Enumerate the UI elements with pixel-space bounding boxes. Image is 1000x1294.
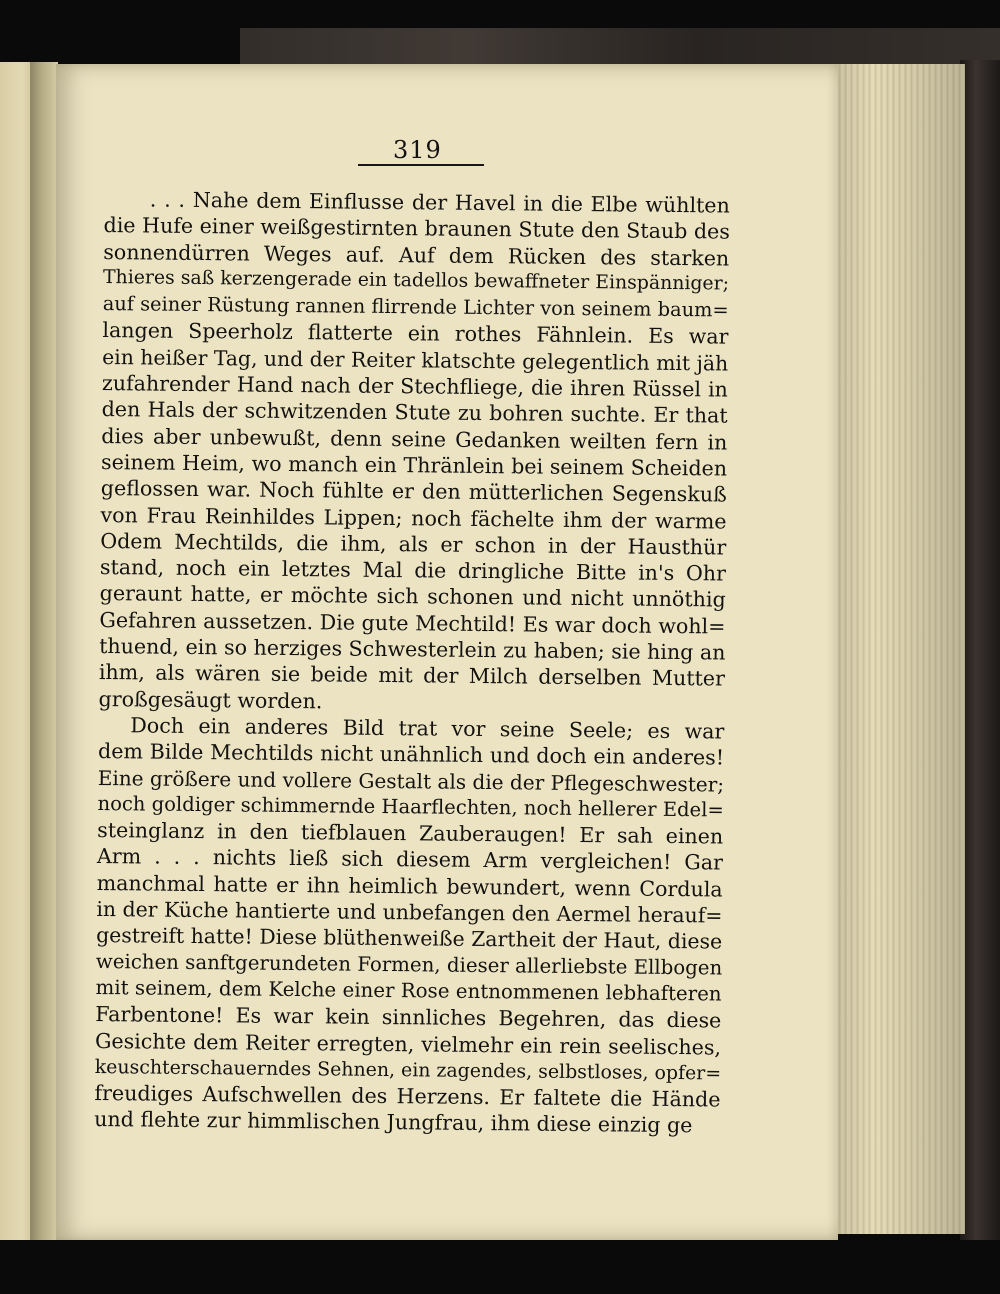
text-line: geraunt hatte, er möchte sich schonen und nicht unnöthig <box>99 581 726 612</box>
text-line: keuschterschauerndes Sehnen, ein zagendes, selbstloses, opfer= <box>94 1055 722 1085</box>
text-line: langen Speerholz flatterte ein rothes Fähnlein. Es war <box>102 318 729 350</box>
text-line: manchmal hatte er ihn heimlich bewundert, wenn Cordula <box>96 870 723 902</box>
page-number-rule <box>358 164 484 166</box>
text-line: seinem Heim, wo manch ein Thränlein bei seinem Scheiden <box>100 449 728 481</box>
text-line: Eine größere und vollere Gestalt als die der Pflegeschwester; <box>97 765 725 797</box>
text-line: ihm, als wären sie beide mit der Milch derselben Mutter <box>98 660 725 691</box>
text-line: freudiges Aufschwellen des Herzens. Er faltete die Hände <box>94 1081 721 1112</box>
book-cover-right-edge <box>960 60 1000 1240</box>
text-line: Thieres saß kerzengerade ein tadellos bewaffneter Einspänniger; <box>102 266 730 295</box>
text-line: die Hufe einer weißgestirnten braunen Stute den Staub des <box>103 213 730 244</box>
text-line: Farbentone! Es war kein sinnliches Begehren, das diese <box>95 1002 722 1033</box>
page-stack-shading <box>835 64 965 1234</box>
text-line: großgesäugt worden. <box>98 686 323 713</box>
page-number: 319 <box>393 136 442 164</box>
text-line: Odem Mechtilds, die ihm, als er schon in der Hausthür <box>100 528 727 560</box>
text-line: und flehte zur himmlischen Jungfrau, ihm diese einzig ge <box>94 1107 693 1138</box>
text-line: auf seiner Rüstung rannen flirrende Lichter von seinem baum= <box>102 292 729 322</box>
text-line: . . . Nahe dem Einflusse der Havel in die Elbe wühlten <box>149 187 730 218</box>
text-line: Doch ein anderes Bild trat vor seine Seele; es war <box>130 713 725 744</box>
text-line: weichen sanftgerundeten Formen, dieser allerliebste Ellbogen <box>95 949 723 980</box>
text-line: stand, noch ein letztes Mal die dringliche Bitte in's Ohr <box>99 555 727 586</box>
text-line: zufahrender Hand nach der Stechfliege, die ihren Rüssel in <box>101 371 729 402</box>
body-text <box>94 186 730 1139</box>
text-line: thuend, ein so herziges Schwesterlein zu haben; sie hing an <box>99 634 726 665</box>
book-gutter <box>30 62 58 1240</box>
text-line: Gesichte dem Reiter erregten, vielmehr ein rein seelisches, <box>94 1028 722 1060</box>
text-line: sonnendürren Weges auf. Auf dem Rücken des starken <box>103 239 730 271</box>
text-line: noch goldiger schimmernde Haarflechten, noch hellerer Edel= <box>97 791 724 822</box>
text-line: in der Küche hantierte und unbefangen den Aermel herauf= <box>96 896 723 928</box>
text-line: dies aber unbewußt, denn seine Gedanken weilten fern in <box>101 423 728 455</box>
text-line: mit seinem, dem Kelche einer Rose entnommenen lebhafteren <box>95 975 722 1006</box>
text-line: Arm . . . nichts ließ sich diesem Arm vergleichen! Gar <box>96 844 724 875</box>
text-line: dem Bilde Mechtilds nicht unähnlich und doch ein anderes! <box>97 739 725 770</box>
text-line: steinglanz in den tiefblauen Zauberaugen! Er sah einen <box>97 818 724 849</box>
text-line: ein heißer Tag, und der Reiter klatschte gelegentlich mit jäh <box>102 344 729 376</box>
text-line: von Frau Reinhildes Lippen; noch fächelte ihm der warme <box>100 502 727 534</box>
text-line: Gefahren aussetzen. Die gute Mechtild! Es war doch wohl= <box>99 607 726 639</box>
text-line: den Hals der schwitzenden Stute zu bohren suchte. Er that <box>101 397 728 428</box>
text-line: gestreift hatte! Diese blüthenweiße Zartheit der Haut, diese <box>96 923 723 954</box>
text-line: geflossen war. Noch fühlte er den mütterlichen Segenskuß <box>100 476 727 507</box>
